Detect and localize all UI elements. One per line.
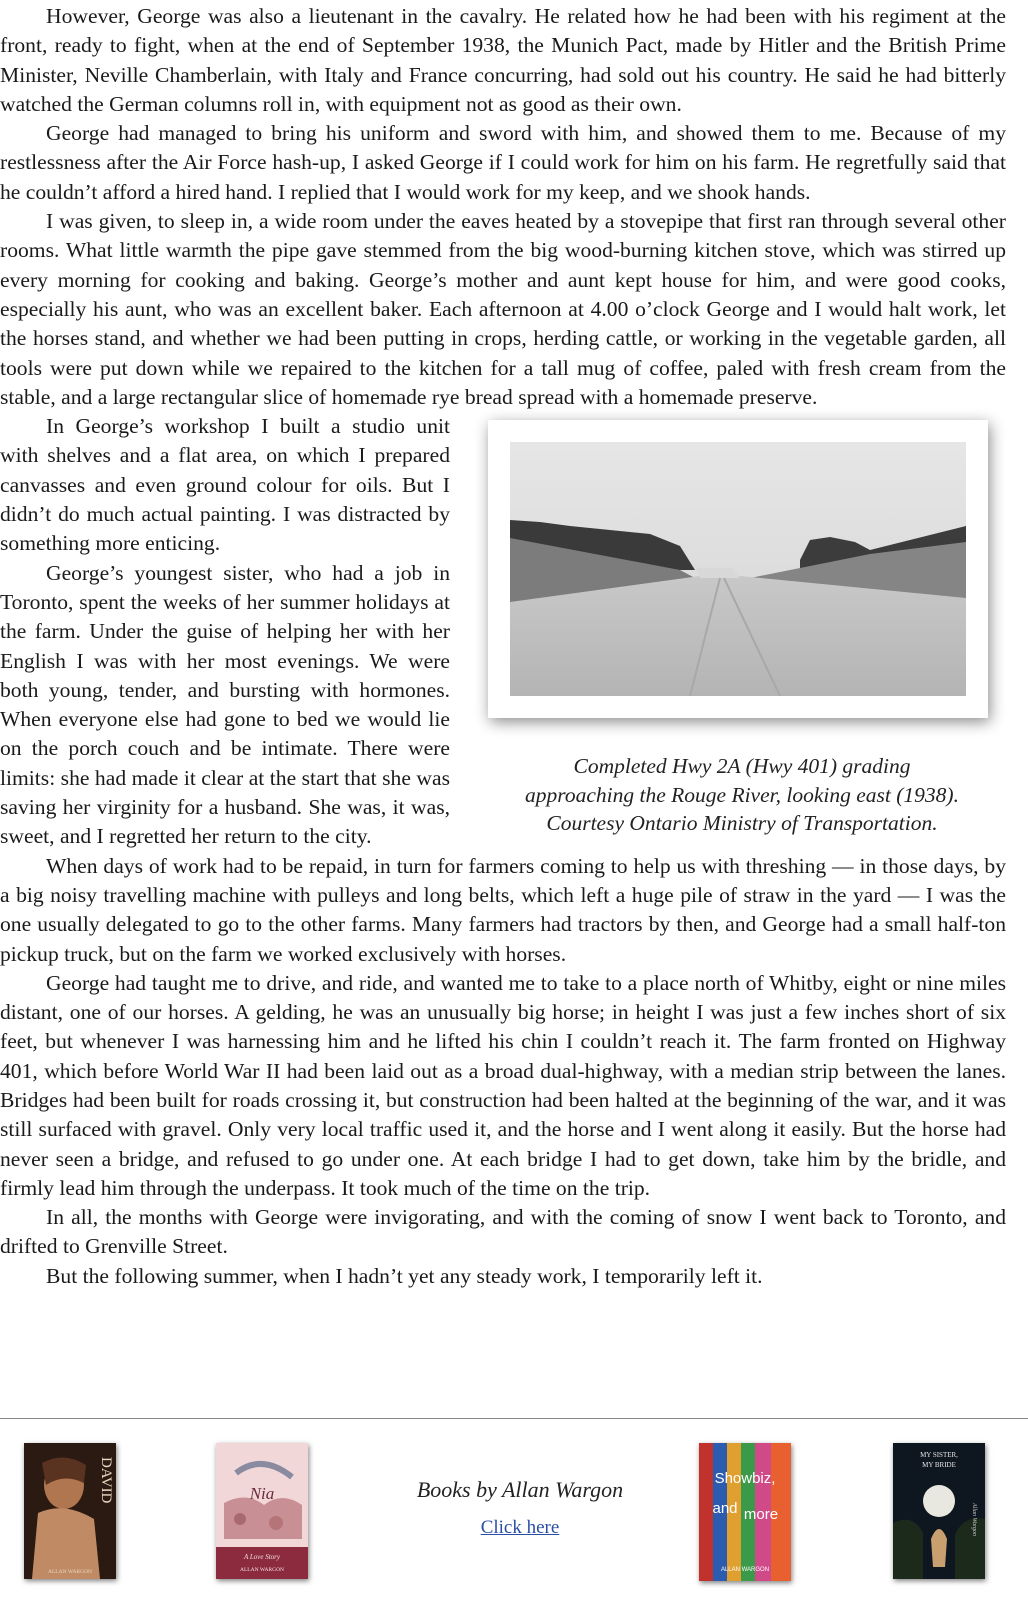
caption-line: approaching the Rouge River, looking east (1938). <box>525 782 959 807</box>
paragraph: George’s youngest sister, who had a job in Toronto, spent the weeks of her summer holidays at the farm. Under the guise of helping her with her English I was with her most evenings. We were both young, tender, and bursting with hormones. When everyone else had gone to bed we would lie on the porch couch and be intimate. There were limits: she had made it clear at the start that she was saving her virginity for a husband. She was, it was, sweet, and I regretted her return to the city. <box>0 560 450 849</box>
figure-caption <box>472 752 1012 838</box>
paragraph: However, George was also a lieutenant in the cavalry. He related how he had been with his regiment at the front, ready to fight, when at the end of September 1938, the Munich Pact, made by Hitler and the British Prime Minister, Neville Chamberlain, with Italy and France concurring, had sold out his country. He said he had bitterly watched the German columns roll in, with equipment not as good as their own. <box>0 4 1006 116</box>
books-footer <box>0 1418 1028 1601</box>
paragraph: I was given, to sleep in, a wide room under the eaves heated by a stovepipe that first ran through several other rooms. What little warmth the pipe gave stemmed from the big wood-burning kitchen stove, which was stirred up every morning for cooking and baking. George’s mother and aunt kept house for him, and were good cooks, especially his aunt, who was an excellent baker. Each afternoon at 4.00 o’clock George and I would halt work, let the horses stand, and whether we had been putting in crops, herding cattle, or working in the vegetable garden, all tools were put down while we repaired to the kitchen for a tall mug of coffee, paled with fresh cream from the stable, and a large rectangular slice of homemade rye bread spread with a homemade preserve. <box>0 209 1006 409</box>
caption-line: Courtesy Ontario Ministry of Transportation. <box>546 811 938 836</box>
book-title: MY BRIDE <box>922 1461 956 1469</box>
book-cover-showbiz[interactable] <box>699 1443 791 1581</box>
book-author: ALLAN WARGON <box>720 1567 770 1573</box>
book-title: more <box>743 1506 779 1523</box>
book-cover-nia[interactable] <box>216 1443 308 1579</box>
book-author: ALLAN WARGON <box>47 1569 93 1575</box>
book-subtitle: A Love Story <box>243 1553 281 1561</box>
books-link[interactable]: Click here <box>480 1517 560 1538</box>
book-author: Allan Wargon <box>971 1503 977 1537</box>
book-title: and <box>712 1500 738 1517</box>
book-title: DAVID <box>98 1457 114 1504</box>
paragraph: When days of work had to be repaid, in turn for farmers coming to help us with threshing — in those days, by a big noisy travelling machine with pulleys and long belts, which left a huge pile of straw in the yard — I was the one usually delegated to go to the other farms. Many farmers had tractors by then, and George had a small half-ton pickup truck, but on the farm we worked exclusively with horses. <box>0 853 1006 966</box>
book-cover-my-sister-my-bride[interactable] <box>893 1443 985 1579</box>
article-body <box>0 2 1006 1291</box>
paragraph: But the following summer, when I hadn’t yet any steady work, I temporarily left it. <box>46 1263 763 1288</box>
paragraph: George had taught me to drive, and ride, and wanted me to take to a place north of Whitby, eight or nine miles distant, one of our horses. A gelding, he was an unusually big horse; in height I was just a few inches short of six feet, but whenever I was harnessing him and he lifted his chin I couldn’t reach it. The farm fronted on Highway 401, which before World War II had been laid out as a broad dual-highway, with a median strip between the lanes. Bridges had been built for roads crossing it, but construction had been halted at the beginning of the war, and it was still surfaced with gravel. Only very local traffic used it, and the horse and I went along it easily. But the horse had never seen a bridge, and refused to go under one. At each bridge I had to get down, take him by the bridle, and firmly lead him through the underpass. It took much of the time on the trip. <box>0 970 1006 1200</box>
caption-line: Completed Hwy 2A (Hwy 401) grading <box>573 754 911 779</box>
paragraph: In George’s workshop I built a studio unit with shelves and a flat area, on which I prepared canvasses and even ground colour for oils. But I didn’t do much actual painting. I was distracted by something more enticing. <box>0 414 450 556</box>
highway-photo <box>488 420 988 718</box>
book-title: Nia <box>249 1484 275 1503</box>
book-title: MY SISTER, <box>920 1451 958 1459</box>
books-promo <box>380 1477 660 1539</box>
book-cover-david[interactable] <box>24 1443 116 1579</box>
paragraph: In all, the months with George were invigorating, and with the coming of snow I went back to Toronto, and drifted to Grenville Street. <box>0 1205 1006 1259</box>
book-author: ALLAN WARGON <box>239 1567 285 1573</box>
paragraph: George had managed to bring his uniform and sword with him, and showed them to me. Because of my restlessness after the Air Force hash-up, I asked George if I could work for him on his farm. He regretfully said that he couldn’t afford a hired hand. I replied that I would work for my keep, and we shook hands. <box>0 121 1006 204</box>
promo-title: Books by Allan Wargon <box>416 1477 624 1502</box>
figure <box>472 420 1012 850</box>
book-title: Showbiz, <box>714 1470 776 1487</box>
